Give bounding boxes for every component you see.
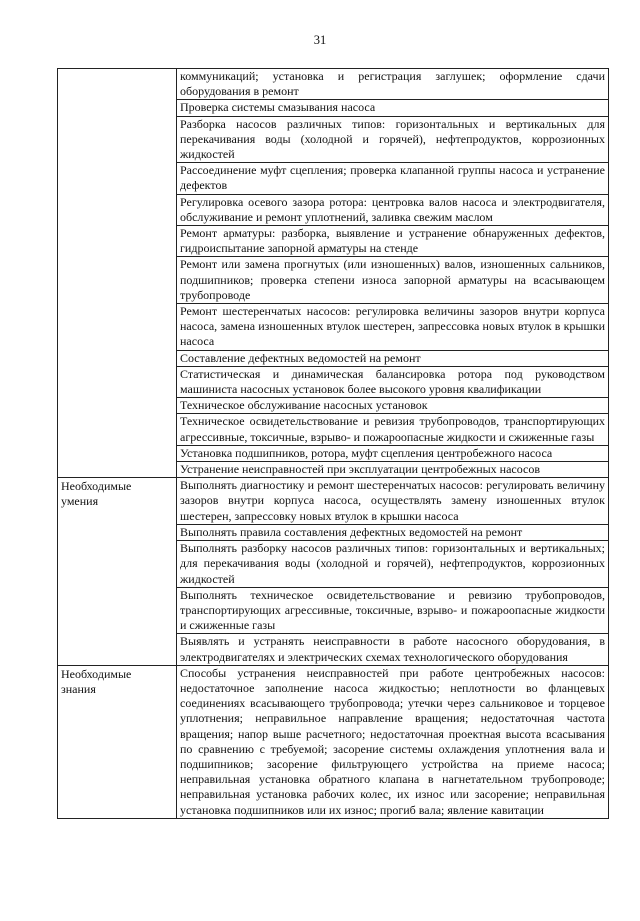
table-row [58, 69, 609, 100]
section-label-cell [58, 665, 177, 818]
section-label-cell [58, 69, 177, 478]
requirement-cell: Ремонт арматуры: разборка, выявление и устранение обнаруженных дефектов, гидроиспытание запорной арматуры на стенде [177, 226, 609, 257]
table-row [58, 478, 609, 525]
requirement-cell: Установка подшипников, ротора, муфт сцепления центробежного насоса [177, 445, 609, 461]
requirement-cell: Ремонт или замена прогнутых (или изношенных) валов, изношенных сальников, подшипников; проверка степени износа запорной арматуры на всасывающем трубопроводе [177, 257, 609, 304]
requirement-cell: Техническое освидетельствование и ревизия трубопроводов, транспортирующих агрессивные, токсичные, взрыво- и пожароопасные жидкости и сжиженные газы [177, 414, 609, 445]
requirement-cell: Статистическая и динамическая балансировка ротора под руководством машиниста насосных установок более высокого уровня квалификации [177, 366, 609, 397]
requirement-cell: Проверка системы смазывания насоса [177, 100, 609, 116]
requirement-cell: Выполнять разборку насосов различных типов: горизонтальных и вертикальных; для перекачивания воды (холодной и горячей), нефтепродуктов, коррозионных жидкостей [177, 541, 609, 588]
requirement-cell: Техническое обслуживание насосных установок [177, 398, 609, 414]
requirement-cell: Выполнять техническое освидетельствование и ревизию трубопроводов, транспортирующих агрессивные, токсичные, взрыво- и пожароопасные жидкости и сжиженные газы [177, 587, 609, 634]
requirement-cell: Разборка насосов различных типов: горизонтальных и вертикальных для перекачивания воды (холодной и горячей), нефтепродуктов, коррозионных жидкостей [177, 116, 609, 163]
requirement-cell: коммуникаций; установка и регистрация заглушек; оформление сдачи оборудования в ремонт [177, 69, 609, 100]
requirement-cell: Выполнять диагностику и ремонт шестеренчатых насосов: регулировать величину зазоров внутри корпуса насоса, осуществлять замену изношенных втулок шестерен, запрессовку новых втулок в крышки насоса [177, 478, 609, 525]
section-label [61, 69, 173, 70]
requirement-cell: Выполнять правила составления дефектных ведомостей на ремонт [177, 524, 609, 540]
requirement-cell: Выявлять и устранять неисправности в работе насосного оборудования, в электродвигателях и электрических схемах технологического оборудования [177, 634, 609, 665]
table-row [58, 665, 609, 818]
section-label: Необходимые знания [61, 666, 132, 696]
requirement-cell: Устранение неисправностей при эксплуатации центробежных насосов [177, 462, 609, 478]
competency-table [57, 68, 609, 819]
requirement-cell: Способы устранения неисправностей при работе центробежных насосов: недостаточное заполнение насоса жидкостью; неплотности во фланцевых соединениях всасывающего трубопровода; утечки через сальниковое и торцевое уплотнения; неправильное направление вращения; недостаточная частота вращения; напор выше расчетного; недостаточная проектная высота всасывания по сравнению с требуемой; засорение системы охлаждения уплотнения вала и подшипников; засорение фильтрующего устройства на приеме насоса; неправильная установка обратного клапана в нагнетательном трубопроводе; неправильная установка рабочих колес, их износ или засорение; неправильная установка подшипников или их износ; прогиб вала; явление кавитации [177, 665, 609, 818]
requirement-cell: Рассоединение муфт сцепления; проверка клапанной группы насоса и устранение дефектов [177, 163, 609, 194]
requirement-cell: Ремонт шестеренчатых насосов: регулировка величины зазоров внутри корпуса насоса, замена изношенных втулок шестерен, запрессовка новых втулок в крышки насоса [177, 304, 609, 351]
section-label: Необходимые умения [61, 479, 132, 509]
page-number: 31 [313, 33, 327, 47]
section-label-cell [58, 478, 177, 665]
requirement-cell: Регулировка осевого зазора ротора: центровка валов насоса и электродвигателя, обслуживание и ремонт уплотнений, заливка свежим маслом [177, 194, 609, 225]
requirement-cell: Составление дефектных ведомостей на ремонт [177, 350, 609, 366]
